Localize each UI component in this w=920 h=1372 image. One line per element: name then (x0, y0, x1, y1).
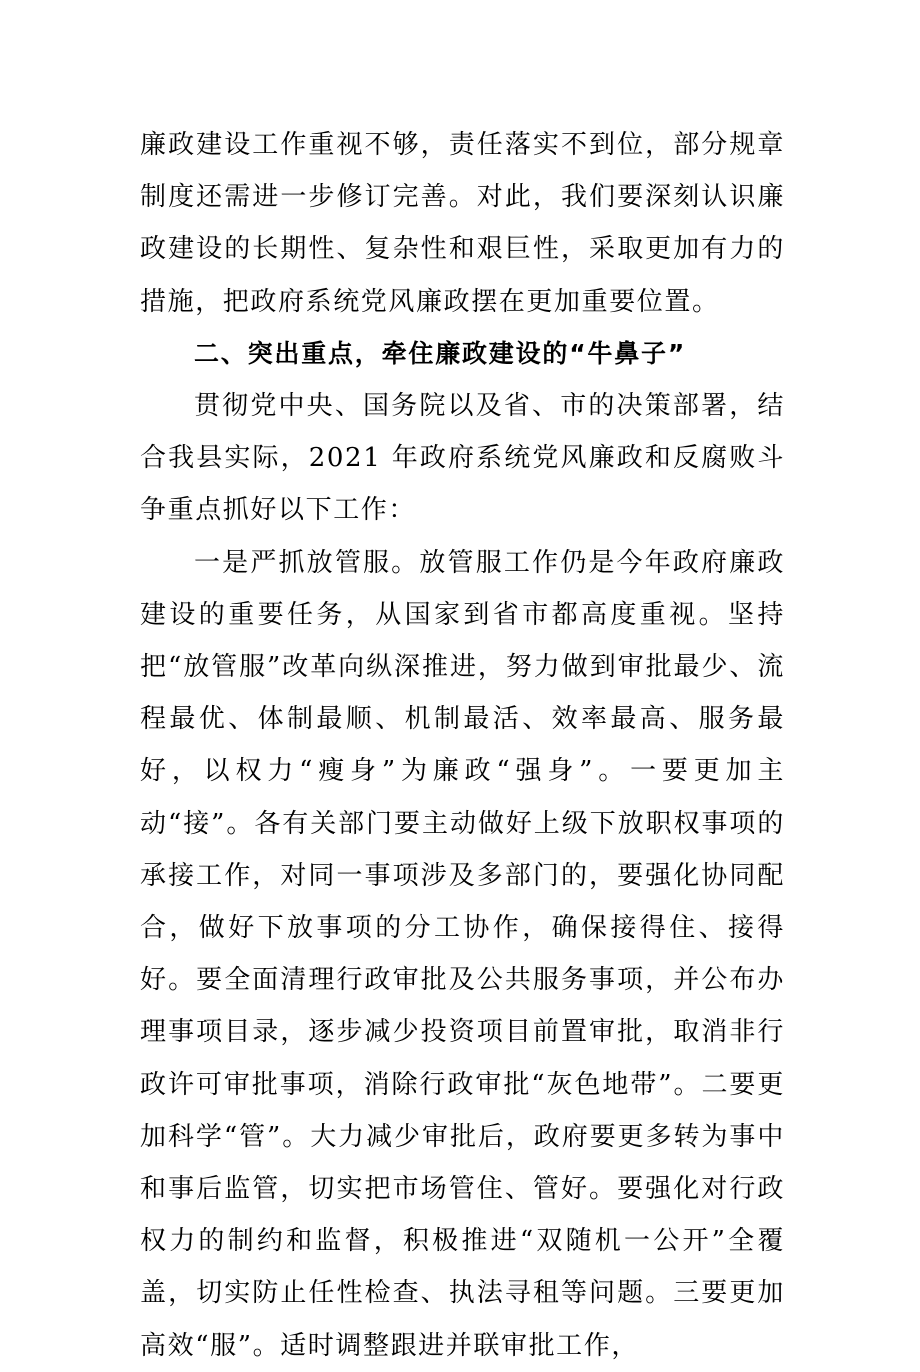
paragraph-fangguanfu: 一是严抓放管服。放管服工作仍是今年政府廉政建设的重要任务，从国家到省市都高度重视。坚持把“放管服”改革向纵深推进，努力做到审批最少、流程最优、体制最顺、机制最活、效率最高、服务最好，以权力“瘦身”为廉政“强身”。一要更加主动“接”。各有关部门要主动做好上级下放职权事项的承接工作，对同一事项涉及多部门的，要强化协同配合，做好下放事项的分工协作，确保接得住、接得好。要全面清理行政审批及公共服务事项，并公布办理事项目录，逐步减少投资项目前置审批，取消非行政许可审批事项，消除行政审批“灰色地带”。二要更加科学“管”。大力减少审批后，政府要更多转为事中和事后监管，切实把市场管住、管好。要强化对行政权力的制约和监督，积极推进“双随机一公开”全覆盖，切实防止任性检查、执法寻租等问题。三要更加高效“服”。适时调整跟进并联审批工作， (140, 547, 785, 1361)
section-heading: 二、突出重点，牵住廉政建设的“牛鼻子” (194, 338, 687, 368)
paragraph-intro-continuation: 廉政建设工作重视不够，责任落实不到位，部分规章制度还需进一步修订完善。对此，我们要深刻认识廉政建设的长期性、复杂性和艰巨性，采取更加有力的措施，把政府系统党风廉政摆在更加重要位置。 (140, 130, 785, 317)
paragraph-work-priorities: 贯彻党中央、国务院以及省、市的决策部署，结合我县实际，2021 年政府系统党风廉政和反腐败斗争重点抓好以下工作： (140, 391, 785, 526)
document-body (140, 119, 785, 1372)
